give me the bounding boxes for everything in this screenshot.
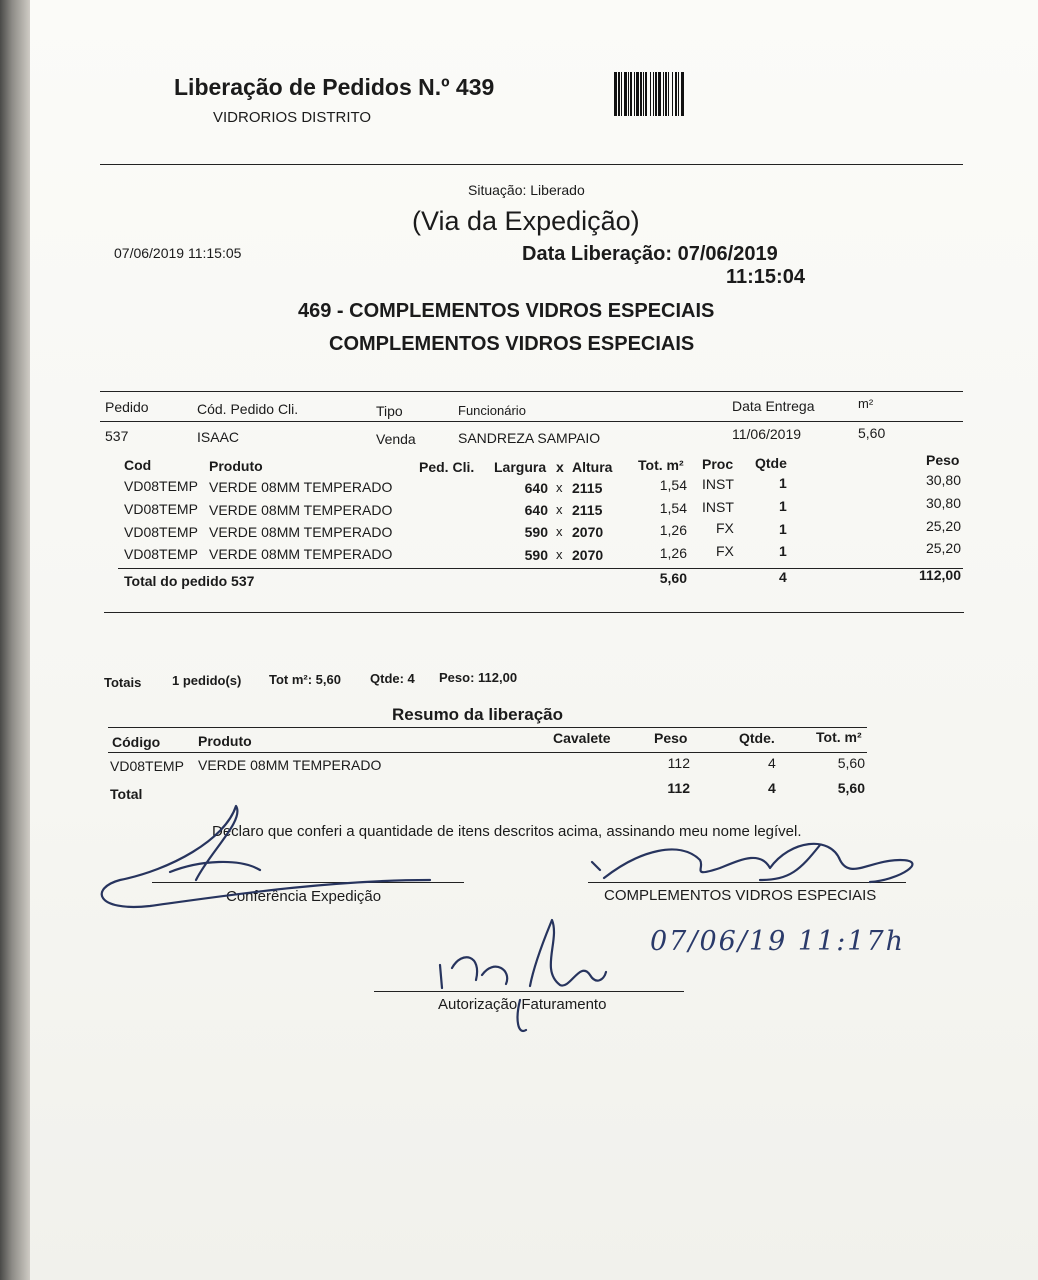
item-tot-m2: 1,54 <box>659 477 687 493</box>
totals-pedidos: 1 pedido(s) <box>172 673 242 688</box>
resumo-total-label: Total <box>110 786 143 802</box>
item-tot-m2: 1,26 <box>659 522 687 538</box>
client-name-line1: 469 - COMPLEMENTOS VIDROS ESPECIAIS <box>298 300 715 322</box>
company-name: VIDRORIOS DISTRITO <box>213 109 372 126</box>
autorizacao-label: Autorização Faturamento <box>438 996 607 1013</box>
resumo-header-produto: Produto <box>198 733 252 749</box>
resumo-title: Resumo da liberação <box>392 705 564 724</box>
item-altura: 2115 <box>572 502 603 518</box>
header-divider <box>100 164 963 165</box>
via-label: (Via da Expedição) <box>412 206 640 236</box>
item-x: x <box>556 524 563 539</box>
item-largura: 640 <box>524 502 548 518</box>
order-total-label: Total do pedido 537 <box>124 573 255 589</box>
resumo-header-qtde: Qtde. <box>739 730 775 746</box>
order-bottom-divider <box>104 612 964 613</box>
item-x: x <box>556 480 563 495</box>
resumo-header-tot-m2: Tot. m² <box>816 729 862 745</box>
item-header-peso: Peso <box>926 452 960 468</box>
item-produto: VERDE 08MM TEMPERADO <box>209 524 393 540</box>
item-header-cod: Cod <box>124 457 152 473</box>
item-proc: FX <box>716 520 734 536</box>
item-header-largura: Largura <box>494 459 547 475</box>
item-x: x <box>556 547 563 562</box>
col-header-tipo: Tipo <box>376 403 403 419</box>
order-data-entrega: 11/06/2019 <box>732 426 802 442</box>
item-largura: 590 <box>524 547 548 563</box>
order-m2: 5,60 <box>858 425 886 441</box>
col-header-data-entrega: Data Entrega <box>732 398 815 414</box>
item-largura: 590 <box>524 524 548 540</box>
totals-label: Totais <box>104 675 142 690</box>
item-header-tot-m2: Tot. m² <box>638 457 684 473</box>
order-total-divider <box>118 568 963 569</box>
order-total-peso: 112,00 <box>918 567 961 583</box>
resumo-codigo: VD08TEMP <box>110 758 184 774</box>
resumo-top-divider <box>108 727 867 728</box>
item-produto: VERDE 08MM TEMPERADO <box>209 479 393 495</box>
col-header-m2: m² <box>858 396 874 411</box>
order-funcionario: SANDREZA SAMPAIO <box>458 430 601 446</box>
client-signature-line <box>588 882 906 883</box>
item-header-ped-cli: Ped. Cli. <box>419 459 475 475</box>
item-peso: 25,20 <box>925 518 961 534</box>
item-cod: VD08TEMP <box>124 478 198 494</box>
item-altura: 2115 <box>572 480 603 496</box>
item-x: x <box>556 502 563 517</box>
item-header-produto: Produto <box>209 458 263 474</box>
item-qtde: 1 <box>779 521 787 537</box>
item-qtde: 1 <box>779 498 787 514</box>
barcode-bar <box>684 72 685 116</box>
col-header-pedido: Pedido <box>105 399 149 415</box>
conferencia-label: Conferência Expedição <box>226 888 382 905</box>
item-header-x: x <box>556 459 564 475</box>
order-cod-pedido-cli: ISAAC <box>197 429 240 445</box>
item-proc: INST <box>702 499 734 515</box>
item-produto: VERDE 08MM TEMPERADO <box>209 546 393 562</box>
item-header-altura: Altura <box>572 459 613 475</box>
document-title: Liberação de Pedidos N.º 439 <box>174 74 495 100</box>
resumo-header-codigo: Código <box>112 734 161 750</box>
col-header-funcionario: Funcionário <box>458 403 526 418</box>
status-text: Situação: Liberado <box>468 182 585 198</box>
item-header-proc: Proc <box>702 456 734 472</box>
resumo-total-peso: 112 <box>667 780 690 796</box>
resumo-produto: VERDE 08MM TEMPERADO <box>198 757 382 773</box>
resumo-qtde: 4 <box>768 755 776 771</box>
totals-m2: Tot m²: 5,60 <box>269 672 341 687</box>
resumo-tot-m2: 5,60 <box>837 755 865 771</box>
order-total-qtde: 4 <box>779 569 787 585</box>
item-peso: 30,80 <box>925 495 961 511</box>
resumo-total-qtde: 4 <box>768 780 776 796</box>
order-pedido: 537 <box>105 428 129 444</box>
order-header-divider <box>100 421 963 422</box>
item-cod: VD08TEMP <box>124 501 198 517</box>
resumo-total-tot-m2: 5,60 <box>837 780 865 796</box>
client-name-line2: COMPLEMENTOS VIDROS ESPECIAIS <box>329 333 695 355</box>
totals-peso: Peso: 112,00 <box>439 670 518 685</box>
declaration-text: Declaro que conferi a quantidade de itens descritos acima, assinando meu nome legível. <box>212 823 802 840</box>
item-altura: 2070 <box>572 524 604 540</box>
order-top-divider <box>100 391 963 392</box>
order-total-m2: 5,60 <box>659 570 687 586</box>
item-tot-m2: 1,26 <box>659 545 687 561</box>
resumo-header-cavalete: Cavalete <box>553 730 611 746</box>
item-qtde: 1 <box>779 543 787 559</box>
item-cod: VD08TEMP <box>124 546 198 562</box>
resumo-peso: 112 <box>667 755 690 771</box>
conferencia-signature-line <box>152 882 464 883</box>
barcode <box>614 72 746 116</box>
order-tipo: Venda <box>376 431 416 447</box>
resumo-header-peso: Peso <box>654 730 688 746</box>
scan-edge-shadow <box>0 0 30 1280</box>
item-proc: INST <box>702 476 734 492</box>
item-produto: VERDE 08MM TEMPERADO <box>209 502 393 518</box>
release-time: 11:15:04 <box>726 266 805 288</box>
item-header-qtde: Qtde <box>755 455 787 471</box>
client-signature-label: COMPLEMENTOS VIDROS ESPECIAIS <box>604 887 877 904</box>
item-proc: FX <box>716 543 734 559</box>
print-datetime: 07/06/2019 11:15:05 <box>114 245 242 261</box>
item-peso: 25,20 <box>925 540 961 556</box>
release-date: Data Liberação: 07/06/2019 <box>522 243 778 265</box>
item-tot-m2: 1,54 <box>659 500 687 516</box>
item-peso: 30,80 <box>925 472 961 488</box>
handwritten-date: 07/06/19 11:17h <box>650 926 906 957</box>
totals-qtde: Qtde: 4 <box>370 671 415 686</box>
resumo-header-divider <box>108 752 867 753</box>
item-cod: VD08TEMP <box>124 524 198 540</box>
item-largura: 640 <box>524 480 548 496</box>
col-header-cod-pedido-cli: Cód. Pedido Cli. <box>197 401 299 417</box>
item-altura: 2070 <box>572 547 604 563</box>
item-qtde: 1 <box>779 475 787 491</box>
autorizacao-signature-line <box>374 991 684 992</box>
